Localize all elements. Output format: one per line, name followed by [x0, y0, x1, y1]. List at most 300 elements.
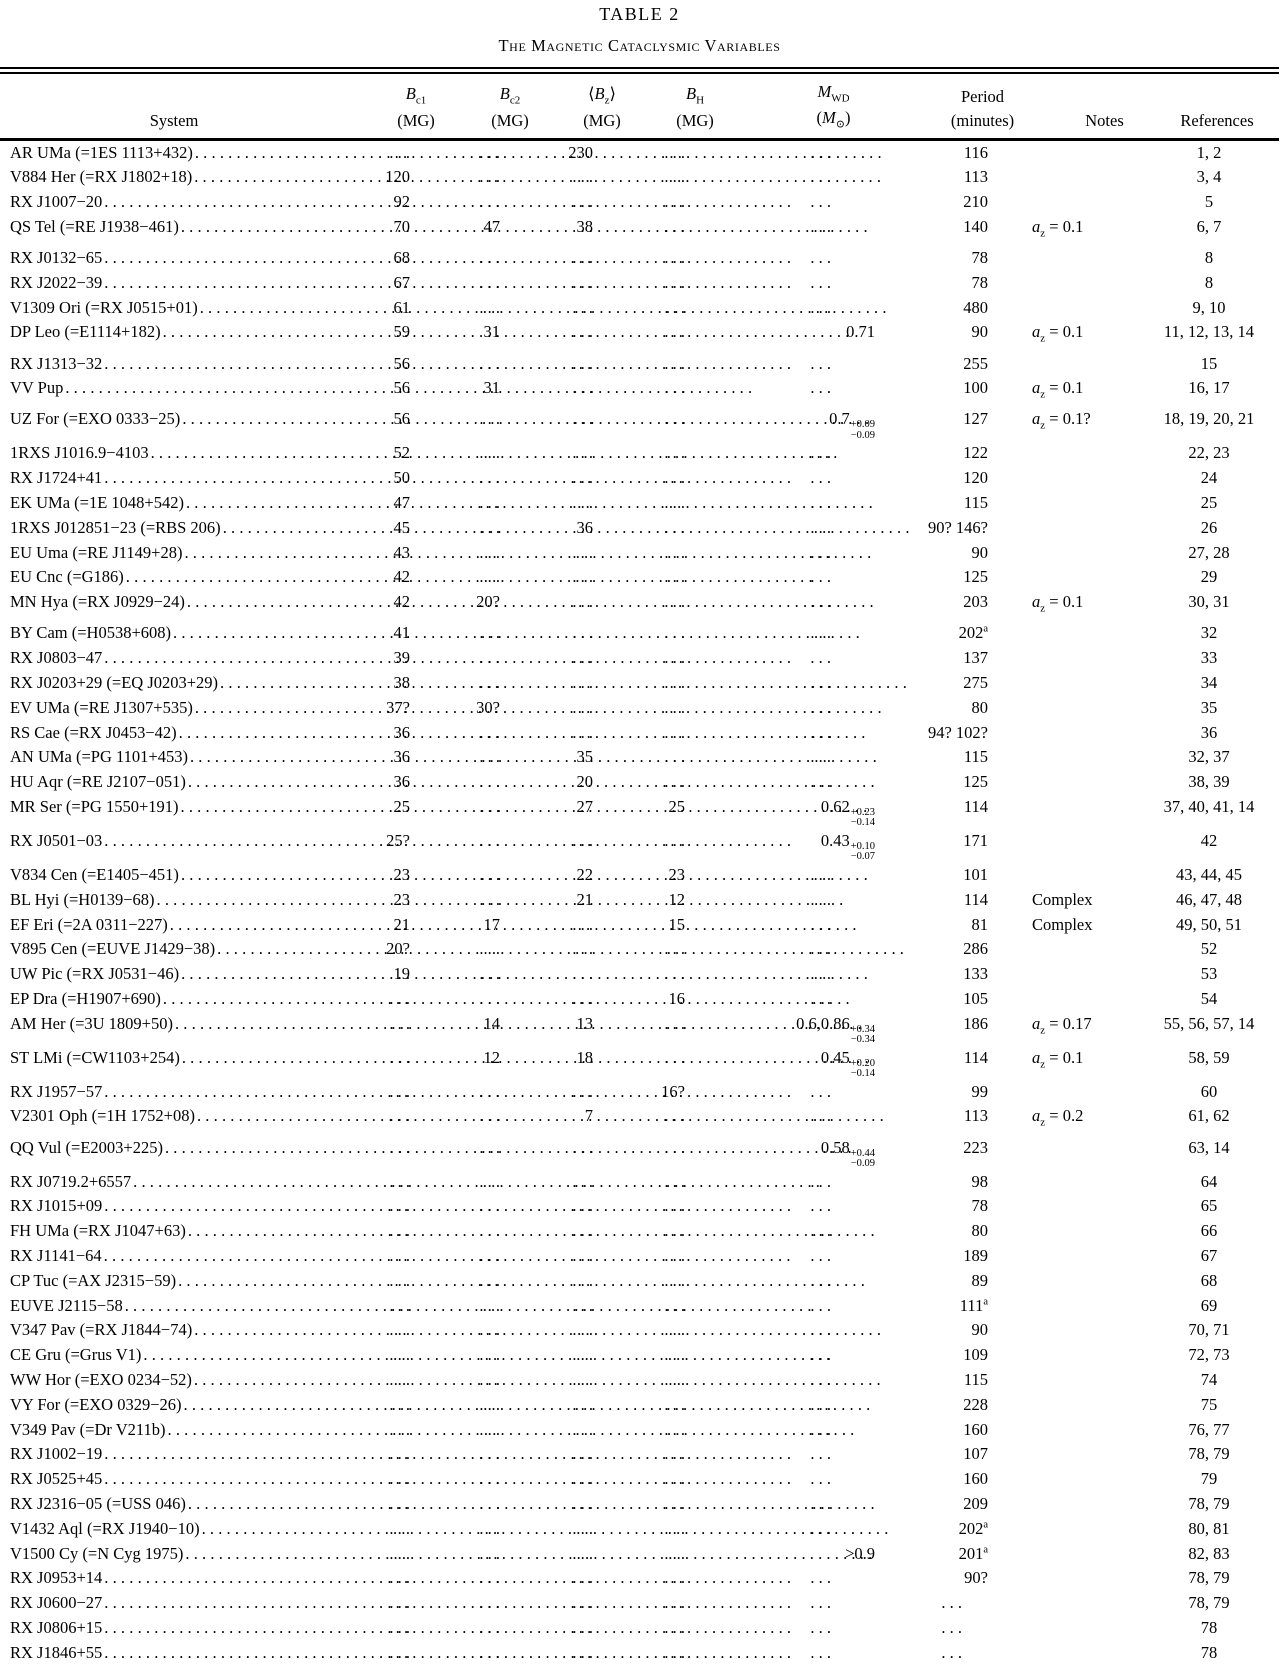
cell-bz: 27 [576, 796, 593, 816]
cell-bh: . . . [664, 1320, 685, 1340]
cell-notes [994, 1269, 1139, 1294]
cell-sys: FH UMa (=RX J1047+63) ..... [0, 1219, 348, 1244]
table-row [0, 1393, 1279, 1418]
cell-bz: . . . [572, 1137, 593, 1157]
cell-mwd: . . . [810, 914, 831, 934]
cell-sys: DP Leo (=E1114+182) ..... [0, 320, 348, 351]
cell-mwd: . . . [810, 142, 831, 162]
dot-leader [185, 1542, 876, 1567]
cell-notes [994, 1244, 1139, 1269]
cell-bc2: . . . [479, 1106, 500, 1126]
cell-notes [994, 671, 1139, 696]
cell-bh: . . . [664, 697, 685, 717]
cell-mwd: . . . [810, 648, 831, 668]
cell-bc1: 20? [386, 939, 410, 959]
cell-refs: 55, 56, 57, 14 [1163, 1013, 1255, 1033]
cell-bc2: 14 [483, 1013, 500, 1033]
cell-bc1: . . . [389, 142, 410, 162]
dot-leader [202, 1517, 893, 1542]
cell-refs: 68 [1200, 1270, 1218, 1290]
cell-bc2: . . . [479, 1345, 500, 1365]
cell-bz: . . . [572, 1295, 593, 1315]
cell-bh: . . . [664, 722, 685, 742]
table-row [0, 1566, 1279, 1591]
cell-bc1: . . . [389, 1345, 410, 1365]
cell-bc1: 38 [393, 672, 410, 692]
cell-notes [994, 1318, 1139, 1343]
cell-bh: . . . [664, 1394, 685, 1414]
dot-leader [182, 1046, 873, 1071]
dot-leader [186, 491, 877, 516]
cell-bz: . . . [572, 830, 593, 850]
dot-leader [104, 1442, 795, 1467]
dot-leader [184, 541, 875, 566]
cell-bc1: 36 [393, 722, 410, 742]
cell-period: 114 [963, 796, 988, 816]
cell-refs: 46, 47, 48 [1176, 889, 1242, 909]
cell-bc1: . . . [389, 1419, 410, 1439]
cell-notes [994, 271, 1139, 296]
table-row [0, 320, 1279, 351]
cell-sys: RX J2316−05 (=USS 046) ..... [0, 1492, 348, 1517]
cell-bc2: . . . [479, 796, 500, 816]
col-header-mwd: $M_{WD}$ $(M_⊙)$ [704, 74, 879, 139]
references-label: References [1180, 110, 1254, 130]
cell-sys: EU Uma (=RE J1149+28) ..... [0, 541, 348, 566]
table-row [0, 1219, 1279, 1244]
cell-refs: 75 [1200, 1394, 1218, 1414]
notes-label: Notes [1085, 110, 1124, 130]
cell-notes: Complex [1032, 889, 1093, 909]
cell-bz: . . . [572, 1419, 593, 1439]
cell-bc1: . . . [389, 1394, 410, 1414]
cell-sys: RX J0132−65 ..... [0, 246, 348, 271]
table-row [0, 1269, 1279, 1294]
cell-bc1: 67 [393, 272, 410, 292]
cell-bh: 15 [668, 914, 685, 934]
cell-refs: 29 [1200, 567, 1218, 587]
cell-sys: UZ For (=EXO 0333−25) ..... [0, 407, 348, 441]
table-row [0, 1368, 1279, 1393]
cell-notes [994, 962, 1139, 987]
dot-leader [168, 1418, 859, 1443]
cell-notes [994, 516, 1139, 541]
cell-refs: 6, 7 [1196, 216, 1222, 236]
cell-bh: . . . [664, 648, 685, 668]
cell-bc1: 23 [393, 864, 410, 884]
cell-period: 90 [971, 322, 988, 342]
cell-mwd: . . . [810, 1369, 831, 1389]
cell-mwd: . . . [810, 1171, 831, 1191]
cell-sys: BL Hyi (=H0139−68) ..... [0, 888, 348, 913]
cell-refs: 36 [1200, 722, 1218, 742]
cell-bc2: . . . [479, 1543, 500, 1563]
dot-leader [104, 646, 795, 671]
cell-bh: . . . [664, 517, 685, 537]
cell-bc1: 42 [393, 592, 410, 612]
cell-period: 202$^a$ [958, 1518, 988, 1538]
cell-bz: . . . [572, 1444, 593, 1464]
cell-bh: . . . [664, 1568, 685, 1588]
cell-sys: RX J1002−19 ..... [0, 1442, 348, 1467]
cell-refs: 37, 40, 41, 14 [1163, 796, 1255, 816]
cell-bh: . . . [664, 468, 685, 488]
dot-leader [194, 1368, 885, 1393]
cell-bc1: 70 [393, 216, 410, 236]
table-row [0, 491, 1279, 516]
cell-notes [994, 1294, 1139, 1319]
cell-sys: RX J1007−20 ..... [0, 190, 348, 215]
cell-bc2: . . . [479, 747, 500, 767]
cell-bc1: 52 [393, 443, 410, 463]
cell-bc2: . . . [479, 517, 500, 537]
table-row [0, 352, 1279, 377]
mwd-symbol: M [817, 82, 832, 101]
cell-bc1: . . . [389, 1518, 410, 1538]
cell-refs: 65 [1200, 1196, 1218, 1216]
dot-leader [170, 913, 861, 938]
table-row [0, 745, 1279, 770]
table-title: TABLE 2 [599, 4, 680, 24]
cell-bc2: . . . [479, 1245, 500, 1265]
cell-refs: 9, 10 [1192, 297, 1226, 317]
cell-bc2: 17 [483, 914, 500, 934]
cell-bc2: . . . [479, 443, 500, 463]
cell-bc2: . . . [479, 1221, 500, 1241]
cell-notes [994, 829, 1139, 863]
cell-bc1: 25? [386, 830, 410, 850]
cell-refs: 26 [1200, 517, 1218, 537]
table-row [0, 1194, 1279, 1219]
cell-mwd: . . . [810, 216, 831, 236]
cell-bz: . . . [572, 988, 593, 1008]
cell-mwd: . . . [810, 1518, 831, 1538]
table-row [0, 1616, 1279, 1641]
dot-leader [104, 190, 795, 215]
cell-refs: 32 [1200, 623, 1218, 643]
cell-bc1: 43 [393, 542, 410, 562]
cell-notes: $a_z = 0.1$ [1032, 216, 1084, 240]
cell-sys: EV UMa (=RE J1307+535) ..... [0, 696, 348, 721]
cell-refs: 69 [1200, 1295, 1218, 1315]
cell-period: . . . [941, 1642, 962, 1662]
dot-leader [104, 1591, 795, 1616]
cell-bc2: . . . [479, 648, 500, 668]
cell-bc2: . . . [479, 542, 500, 562]
cell-bc2: . . . [479, 192, 500, 212]
cell-mwd: . . . [810, 1568, 831, 1588]
cell-mwd: 0.62 +0.23 −0.14 [820, 796, 875, 829]
cell-mwd: 0.71 [846, 322, 875, 342]
cell-period: 80 [971, 1221, 988, 1241]
cell-bc1: 120 [385, 167, 410, 187]
cell-sys: V1432 Aql (=RX J1940−10) ..... [0, 1517, 348, 1542]
cell-notes [994, 296, 1139, 321]
cell-bc2: . . . [479, 722, 500, 742]
cell-sys: RX J1141−64 ..... [0, 1244, 348, 1269]
dot-leader [217, 937, 908, 962]
cell-refs: 25 [1200, 493, 1218, 513]
cell-bc1: . . . [389, 1295, 410, 1315]
cell-notes [994, 1136, 1139, 1170]
table-row [0, 590, 1279, 621]
cell-refs: 67 [1200, 1245, 1218, 1265]
cell-mwd: . . . [810, 297, 831, 317]
cell-period: 127 [963, 409, 988, 429]
cell-bc1: 36 [393, 747, 410, 767]
dot-leader [104, 246, 795, 271]
table-row [0, 770, 1279, 795]
dot-leader [163, 987, 854, 1012]
cell-bh: . . . [664, 1196, 685, 1216]
cell-notes [994, 541, 1139, 566]
cell-bc2: . . . [479, 1171, 500, 1191]
cell-bh: . . . [664, 353, 685, 373]
dot-leader [188, 1219, 879, 1244]
cell-mwd: . . . [810, 1221, 831, 1241]
cell-bh: . . . [664, 142, 685, 162]
cell-bh: 16? [661, 1081, 685, 1101]
table-row [0, 1294, 1279, 1319]
cell-bh: . . . [664, 443, 685, 463]
cell-bc1: . . . [389, 1568, 410, 1588]
cell-sys: EUVE J2115−58 ..... [0, 1294, 348, 1319]
cell-notes [994, 246, 1139, 271]
cell-bz: . . . [572, 1568, 593, 1588]
cell-refs: 79 [1200, 1469, 1218, 1489]
cell-bc2: . . . [479, 567, 500, 587]
cell-notes [994, 1542, 1139, 1567]
cell-period: 286 [963, 939, 988, 959]
cell-bc1: 59 [393, 322, 410, 342]
table-row [0, 646, 1279, 671]
cell-bc1: . . . [389, 1081, 410, 1101]
bz-symbol: B [594, 84, 605, 104]
cell-refs: 8 [1204, 248, 1214, 268]
cell-refs: 43, 44, 45 [1176, 864, 1242, 884]
cell-notes [994, 795, 1139, 829]
cell-notes [994, 1442, 1139, 1467]
cell-mwd: >0.9 [845, 1543, 875, 1563]
cell-mwd: . . . [810, 939, 831, 959]
cell-mwd: . . . [810, 1245, 831, 1265]
cell-period: 189 [963, 1245, 988, 1265]
cell-bc1: . . . [389, 1171, 410, 1191]
cell-bz: . . . [572, 1369, 593, 1389]
cell-sys: AR UMa (=1ES 1113+432) ..... [0, 139, 348, 165]
cell-refs: 38, 39 [1188, 772, 1230, 792]
cell-mwd: . . . [810, 567, 831, 587]
cell-mwd: . . . [810, 353, 831, 373]
cell-notes [994, 863, 1139, 888]
table-row [0, 1046, 1279, 1080]
table-row [0, 671, 1279, 696]
dot-leader [220, 671, 911, 696]
cell-mwd: . . . [810, 988, 831, 1008]
cell-sys: ST LMi (=CW1103+254) ..... [0, 1046, 348, 1080]
cell-notes [994, 937, 1139, 962]
cell-bz: . . . [572, 623, 593, 643]
cell-mwd: . . . [810, 889, 831, 909]
cell-bh: . . . [664, 1593, 685, 1613]
dot-leader [181, 795, 872, 820]
table-row [0, 1244, 1279, 1269]
cell-bc2: . . . [479, 409, 500, 429]
cell-bc2: 20? [476, 592, 500, 612]
cell-bc2: . . . [479, 468, 500, 488]
cell-mwd: . . . [810, 1270, 831, 1290]
cell-sys: EP Dra (=H1907+690) ..... [0, 987, 348, 1012]
dot-leader [104, 1616, 795, 1641]
cell-refs: 70, 71 [1188, 1320, 1230, 1340]
cell-bc1: . . . [389, 1369, 410, 1389]
cell-sys: RX J2022−39 ..... [0, 271, 348, 296]
dot-leader [184, 1393, 875, 1418]
cell-notes [994, 1641, 1139, 1666]
cell-refs: 53 [1200, 964, 1218, 984]
col-header-bh: $B_H$ (MG) [612, 74, 704, 139]
cell-bc2: . . . [479, 772, 500, 792]
cell-sys: RX J0953+14 ..... [0, 1566, 348, 1591]
cell-sys: CE Gru (=Grus V1) ..... [0, 1343, 348, 1368]
dot-leader [104, 829, 795, 854]
cell-bz: . . . [572, 1394, 593, 1414]
cell-bc2: 31 [483, 378, 500, 398]
cell-sys: V2301 Oph (=1H 1752+08) ..... [0, 1104, 348, 1135]
cell-bz: . . . [572, 1081, 593, 1101]
cell-refs: 35 [1200, 697, 1218, 717]
cell-bh: . . . [664, 248, 685, 268]
cell-refs: 5 [1204, 192, 1214, 212]
cell-bz: . . . [572, 468, 593, 488]
cell-notes [994, 491, 1139, 516]
cell-mwd: . . . [810, 468, 831, 488]
table-row [0, 888, 1279, 913]
cell-period: 120 [963, 468, 988, 488]
cell-refs: 33 [1200, 648, 1218, 668]
cell-bh: 16 [668, 988, 685, 1008]
cell-bc1: . . . [389, 1047, 410, 1067]
cell-bh: 25 [668, 796, 685, 816]
cell-mwd: . . . [810, 272, 831, 292]
table-row [0, 1442, 1279, 1467]
cell-bh: . . . [664, 747, 685, 767]
cell-bc1: 25 [393, 796, 410, 816]
cell-bc2: . . . [479, 167, 500, 187]
cell-mwd: . . . [810, 772, 831, 792]
cell-bc2: . . . [479, 1493, 500, 1513]
cell-sys: RX J0600−27 ..... [0, 1591, 348, 1616]
dot-leader [173, 621, 864, 646]
cell-bc2: . . . [479, 1444, 500, 1464]
table-row [0, 621, 1279, 646]
cell-bc2: . . . [479, 1270, 500, 1290]
col-header-bc1: $B_{c1}$ (MG) [348, 74, 428, 139]
cell-period: 171 [963, 830, 988, 850]
cell-bh: . . . [664, 167, 685, 187]
cell-bc1: . . . [389, 1270, 410, 1290]
cell-refs: 15 [1200, 353, 1218, 373]
cell-bz: . . . [572, 542, 593, 562]
dot-leader [181, 863, 872, 888]
cell-bc1: . . . [389, 1245, 410, 1265]
cell-period: 480 [963, 297, 988, 317]
cell-bc2: . . . [479, 672, 500, 692]
dot-leader [104, 352, 795, 377]
table-row [0, 987, 1279, 1012]
cell-notes [994, 721, 1139, 746]
dot-leader [104, 1467, 795, 1492]
cell-mwd: . . . [810, 1196, 831, 1216]
cell-bh: . . . [664, 542, 685, 562]
cell-sys: EK UMa (=1E 1048+542) ..... [0, 491, 348, 516]
cell-refs: 60 [1200, 1081, 1218, 1101]
cell-bz: . . . [572, 1270, 593, 1290]
cell-bc2: . . . [479, 864, 500, 884]
col-header-bz: $⟨B_z⟩$ (MG) [520, 74, 612, 139]
cell-bz: . . . [572, 1196, 593, 1216]
cell-bh: . . . [664, 964, 685, 984]
cell-notes [994, 696, 1139, 721]
cell-notes [994, 466, 1139, 491]
cell-bh: . . . [664, 1270, 685, 1290]
cell-bh: . . . [664, 378, 685, 398]
cell-bc2: . . . [479, 1320, 500, 1340]
cell-bh: . . . [664, 1106, 685, 1126]
cell-notes [994, 1591, 1139, 1616]
cell-refs: 78, 79 [1188, 1493, 1230, 1513]
cell-bc1: 56 [393, 378, 410, 398]
cell-period: 99 [971, 1081, 988, 1101]
cell-sys: V895 Cen (=EUVE J1429−38) ..... [0, 937, 348, 962]
cell-notes [994, 621, 1139, 646]
cell-refs: 18, 19, 20, 21 [1163, 409, 1255, 429]
cell-sys: V349 Pav (=Dr V211b) ..... [0, 1418, 348, 1443]
cell-refs: 78 [1200, 1642, 1218, 1662]
cell-bc2: . . . [479, 1469, 500, 1489]
cell-refs: 80, 81 [1188, 1518, 1230, 1538]
dot-leader [104, 466, 795, 491]
cell-notes: $a_z = 0.2$ [1032, 1106, 1084, 1129]
cell-bh: . . . [664, 772, 685, 792]
cell-bc1: . . . [389, 1013, 410, 1033]
table-header [0, 74, 1279, 139]
cell-bz: 21 [576, 889, 593, 909]
cell-mwd: . . . [810, 1444, 831, 1464]
cell-sys: RX J0719.2+6557 ..... [0, 1170, 348, 1195]
cell-bc2: . . . [479, 830, 500, 850]
cell-bc2: . . . [479, 1369, 500, 1389]
cell-mwd: 0.58 +0.44 −0.09 [820, 1137, 875, 1170]
cell-mwd: . . . [810, 248, 831, 268]
cell-bc1: 68 [393, 248, 410, 268]
table-row [0, 1591, 1279, 1616]
cell-bc1: . . . [389, 1617, 410, 1637]
cell-mwd: . . . [810, 378, 831, 398]
cell-period: 114 [963, 889, 988, 909]
cell-period: 125 [963, 567, 988, 587]
cell-sys: RX J0806+15 ..... [0, 1616, 348, 1641]
mcv-table [0, 74, 1279, 1666]
table-row [0, 190, 1279, 215]
cell-sys: EU Cnc (=G186) ..... [0, 565, 348, 590]
cell-bh: . . . [664, 216, 685, 236]
cell-mwd: . . . [810, 1493, 831, 1513]
cell-bz: 230 [568, 142, 593, 162]
table-body [0, 139, 1279, 1665]
bc1-unit: (MG) [397, 110, 435, 130]
cell-refs: 78, 79 [1188, 1593, 1230, 1613]
